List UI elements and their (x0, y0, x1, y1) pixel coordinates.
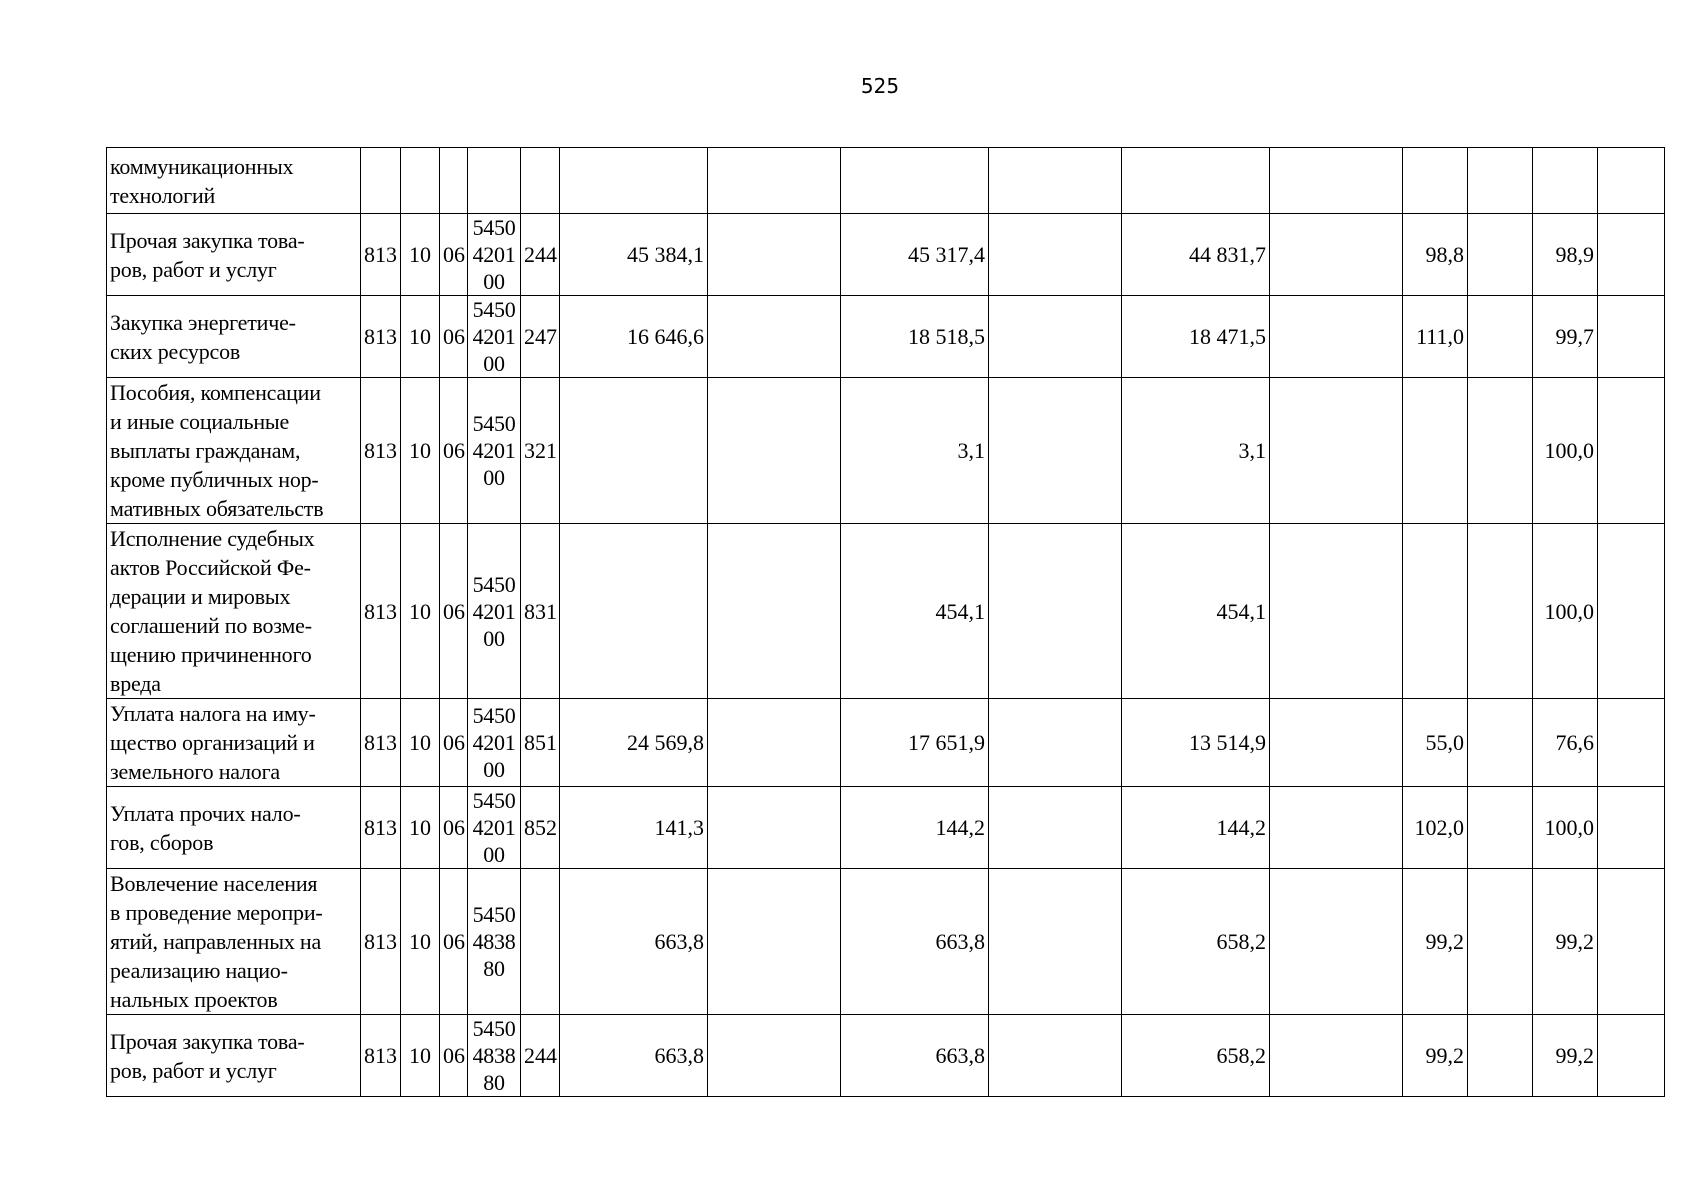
expense-type-cell: 247 (521, 296, 560, 378)
row-name-line: Пособия, компенсации (110, 380, 321, 405)
row-name-line: Прочая закупка това- (110, 1028, 305, 1054)
row-name-line: и иные социальные (110, 409, 290, 434)
ministry-code-cell: 813 (361, 1015, 401, 1097)
empty-cell (1598, 1015, 1665, 1097)
percent-a-cell: 99,2 (1403, 869, 1468, 1015)
empty-cell (989, 148, 1122, 214)
subsection-code-cell: 06 (440, 1015, 468, 1097)
value-c-cell: 18 471,5 (1122, 296, 1270, 378)
empty-cell (708, 148, 841, 214)
empty-cell (1270, 787, 1403, 869)
expense-type-cell: 851 (521, 699, 560, 787)
empty-cell (708, 699, 841, 787)
row-name-cell (107, 699, 361, 787)
value-c-cell: 3,1 (1122, 378, 1270, 524)
section-code-cell: 10 (401, 1015, 440, 1097)
empty-cell (708, 1015, 841, 1097)
table-row (107, 148, 1665, 214)
empty-cell (1598, 296, 1665, 378)
percent-a-cell: 102,0 (1403, 787, 1468, 869)
percent-b-cell: 99,7 (1533, 296, 1598, 378)
value-a-cell: 16 646,6 (560, 296, 708, 378)
row-name-cell (107, 1015, 361, 1097)
ministry-code-cell: 813 (361, 524, 401, 699)
row-name-line: Исполнение судебных (110, 526, 315, 551)
row-name-line: ров, работ и услуг (110, 256, 277, 282)
ministry-code-cell: 813 (361, 787, 401, 869)
value-b-cell: 18 518,5 (841, 296, 989, 378)
empty-cell (1598, 699, 1665, 787)
target-article-cell (468, 869, 521, 1015)
row-name-line: ских ресурсов (110, 338, 241, 364)
empty-cell (1270, 148, 1403, 214)
target-article-line: 5450 (472, 297, 516, 322)
section-code-cell: 10 (401, 296, 440, 378)
value-a-cell: 24 569,8 (560, 699, 708, 787)
target-article-cell (468, 378, 521, 524)
row-name-line: вреда (110, 671, 161, 696)
empty-cell (1468, 699, 1533, 787)
section-code-cell: 10 (401, 378, 440, 524)
empty-cell (989, 378, 1122, 524)
section-code-cell: 10 (401, 869, 440, 1015)
value-c-cell: 454,1 (1122, 524, 1270, 699)
target-article-line: 00 (483, 625, 505, 651)
empty-cell (1468, 524, 1533, 699)
empty-cell (1468, 148, 1533, 214)
percent-b-cell: 98,9 (1533, 214, 1598, 296)
row-name-line: в проведение меропри- (110, 900, 323, 925)
section-code-cell (401, 148, 440, 214)
row-name-line: Уплата прочих нало- (110, 800, 301, 826)
row-name-line: Закупка энергетиче- (110, 309, 296, 335)
target-article-line: 5450 (472, 411, 516, 436)
empty-cell (1468, 214, 1533, 296)
value-c-cell: 44 831,7 (1122, 214, 1270, 296)
value-a-cell (560, 524, 708, 699)
value-b-cell: 454,1 (841, 524, 989, 699)
target-article-line: 5450 (472, 902, 516, 927)
target-article-line: 00 (483, 351, 505, 376)
expense-type-cell: 852 (521, 787, 560, 869)
target-article-line: 5450 (472, 788, 516, 813)
table-row (107, 1015, 1665, 1097)
subsection-code-cell: 06 (440, 214, 468, 296)
empty-cell (1270, 524, 1403, 699)
empty-cell (708, 378, 841, 524)
row-name-cell (107, 869, 361, 1015)
value-c-cell: 658,2 (1122, 1015, 1270, 1097)
percent-b-cell: 76,6 (1533, 699, 1598, 787)
percent-a-cell: 55,0 (1403, 699, 1468, 787)
percent-b-cell (1533, 148, 1598, 214)
empty-cell (1270, 699, 1403, 787)
row-name-line: земельного налога (110, 759, 281, 784)
empty-cell (708, 787, 841, 869)
percent-a-cell: 111,0 (1403, 296, 1468, 378)
subsection-code-cell: 06 (440, 524, 468, 699)
section-code-cell: 10 (401, 214, 440, 296)
row-name-line: ров, работ и услуг (110, 1057, 277, 1083)
row-name-line: щество организаций и (110, 730, 315, 755)
section-code-cell: 10 (401, 699, 440, 787)
empty-cell (1598, 787, 1665, 869)
subsection-code-cell: 06 (440, 378, 468, 524)
empty-cell (708, 296, 841, 378)
row-name-cell (107, 378, 361, 524)
budget-table (106, 147, 1665, 1097)
empty-cell (1598, 524, 1665, 699)
value-b-cell: 45 317,4 (841, 214, 989, 296)
value-b-cell (841, 148, 989, 214)
empty-cell (989, 1015, 1122, 1097)
row-name-line: реализацию нацио- (110, 958, 288, 983)
value-c-cell: 13 514,9 (1122, 699, 1270, 787)
ministry-code-cell (361, 148, 401, 214)
row-name-cell (107, 148, 361, 214)
row-name-cell (107, 787, 361, 869)
empty-cell (1468, 296, 1533, 378)
empty-cell (1468, 869, 1533, 1015)
target-article-line: 4838 (472, 1043, 516, 1068)
value-c-cell: 658,2 (1122, 869, 1270, 1015)
row-name-line: соглашений по возме- (110, 613, 312, 638)
target-article-line: 80 (483, 1070, 505, 1095)
percent-a-cell: 98,8 (1403, 214, 1468, 296)
target-article-cell (468, 699, 521, 787)
subsection-code-cell: 06 (440, 869, 468, 1015)
value-b-cell: 144,2 (841, 787, 989, 869)
percent-a-cell (1403, 524, 1468, 699)
empty-cell (1598, 148, 1665, 214)
target-article-line: 4201 (472, 438, 516, 463)
empty-cell (1468, 1015, 1533, 1097)
empty-cell (989, 214, 1122, 296)
empty-cell (708, 869, 841, 1015)
target-article-cell (468, 524, 521, 699)
ministry-code-cell: 813 (361, 296, 401, 378)
target-article-line: 4201 (472, 242, 516, 267)
page-number: 525 (860, 74, 900, 98)
empty-cell (1598, 869, 1665, 1015)
table-row (107, 699, 1665, 787)
target-article-cell (468, 148, 521, 214)
empty-cell (989, 699, 1122, 787)
empty-cell (1598, 378, 1665, 524)
table-row (107, 378, 1665, 524)
row-name-line: технологий (110, 182, 216, 208)
target-article-line: 4838 (472, 929, 516, 954)
target-article-cell (468, 1015, 521, 1097)
subsection-code-cell: 06 (440, 787, 468, 869)
expense-type-cell: 831 (521, 524, 560, 699)
percent-b-cell: 99,2 (1533, 869, 1598, 1015)
percent-b-cell: 100,0 (1533, 787, 1598, 869)
row-name-line: кроме публичных нор- (110, 467, 319, 492)
target-article-line: 00 (483, 269, 505, 294)
subsection-code-cell: 06 (440, 699, 468, 787)
target-article-line: 5450 (472, 215, 516, 240)
table-row (107, 787, 1665, 869)
row-name-line: щению причиненного (110, 642, 312, 667)
table-body (107, 148, 1665, 1097)
value-a-cell: 663,8 (560, 1015, 708, 1097)
percent-a-cell (1403, 148, 1468, 214)
target-article-cell (468, 787, 521, 869)
value-a-cell (560, 378, 708, 524)
subsection-code-cell: 06 (440, 296, 468, 378)
row-name-cell (107, 296, 361, 378)
percent-b-cell: 100,0 (1533, 524, 1598, 699)
target-article-line: 4201 (472, 324, 516, 349)
row-name-line: выплаты гражданам, (110, 438, 301, 463)
target-article-line: 00 (483, 757, 505, 782)
empty-cell (1270, 1015, 1403, 1097)
value-b-cell: 663,8 (841, 1015, 989, 1097)
expense-type-cell (521, 869, 560, 1015)
target-article-line: 5450 (472, 1016, 516, 1041)
ministry-code-cell: 813 (361, 869, 401, 1015)
target-article-line: 4201 (472, 598, 516, 624)
row-name-line: ятий, направленных на (110, 929, 322, 954)
target-article-line: 00 (483, 842, 505, 867)
row-name-line: коммуникационных (110, 153, 294, 179)
row-name-cell (107, 524, 361, 699)
ministry-code-cell: 813 (361, 699, 401, 787)
target-article-cell (468, 296, 521, 378)
target-article-line: 80 (483, 956, 505, 981)
target-article-line: 5450 (472, 703, 516, 728)
empty-cell (1270, 296, 1403, 378)
value-c-cell (1122, 148, 1270, 214)
value-a-cell (560, 148, 708, 214)
row-name-line: гов, сборов (110, 829, 214, 855)
target-article-line: 5450 (472, 571, 516, 597)
expense-type-cell: 244 (521, 214, 560, 296)
row-name-line: дерации и мировых (110, 584, 291, 609)
empty-cell (1270, 214, 1403, 296)
percent-a-cell: 99,2 (1403, 1015, 1468, 1097)
value-b-cell: 3,1 (841, 378, 989, 524)
empty-cell (708, 524, 841, 699)
empty-cell (1270, 869, 1403, 1015)
percent-a-cell (1403, 378, 1468, 524)
row-name-line: актов Российской Фе- (110, 555, 311, 580)
empty-cell (989, 524, 1122, 699)
empty-cell (1468, 787, 1533, 869)
empty-cell (989, 787, 1122, 869)
table-row (107, 869, 1665, 1015)
ministry-code-cell: 813 (361, 214, 401, 296)
value-b-cell: 17 651,9 (841, 699, 989, 787)
target-article-line: 4201 (472, 815, 516, 840)
row-name-line: Уплата налога на иму- (110, 701, 316, 726)
value-c-cell: 144,2 (1122, 787, 1270, 869)
expense-type-cell (521, 148, 560, 214)
percent-b-cell: 100,0 (1533, 378, 1598, 524)
value-a-cell: 45 384,1 (560, 214, 708, 296)
table-row (107, 296, 1665, 378)
row-name-cell (107, 214, 361, 296)
empty-cell (1270, 378, 1403, 524)
ministry-code-cell: 813 (361, 378, 401, 524)
expense-type-cell: 244 (521, 1015, 560, 1097)
section-code-cell: 10 (401, 524, 440, 699)
expense-type-cell: 321 (521, 378, 560, 524)
section-code-cell: 10 (401, 787, 440, 869)
row-name-line: Вовлечение населения (110, 871, 318, 896)
empty-cell (989, 869, 1122, 1015)
value-b-cell: 663,8 (841, 869, 989, 1015)
subsection-code-cell (440, 148, 468, 214)
row-name-line: нальных проектов (110, 987, 278, 1012)
empty-cell (989, 296, 1122, 378)
value-a-cell: 141,3 (560, 787, 708, 869)
target-article-line: 00 (483, 465, 505, 490)
empty-cell (1468, 378, 1533, 524)
value-a-cell: 663,8 (560, 869, 708, 1015)
percent-b-cell: 99,2 (1533, 1015, 1598, 1097)
target-article-line: 4201 (472, 730, 516, 755)
empty-cell (1598, 214, 1665, 296)
table-row (107, 214, 1665, 296)
row-name-line: Прочая закупка това- (110, 227, 305, 253)
row-name-line: мативных обязательств (110, 496, 324, 521)
empty-cell (708, 214, 841, 296)
table-row (107, 524, 1665, 699)
target-article-cell (468, 214, 521, 296)
